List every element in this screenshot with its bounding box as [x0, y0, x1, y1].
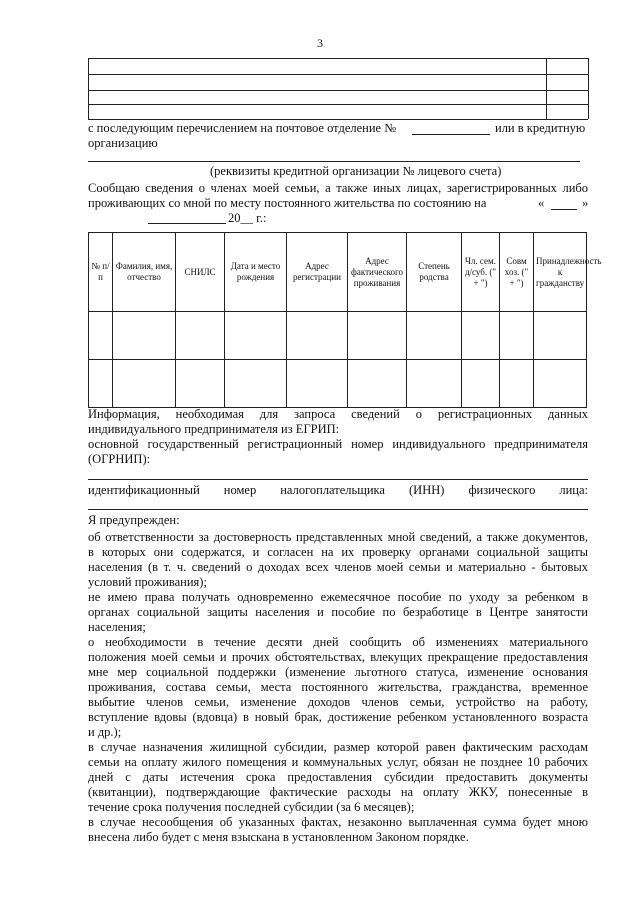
- postal-line: [88, 121, 396, 136]
- table-cell[interactable]: [462, 360, 500, 408]
- col-header-birth: Дата и место рождения: [225, 233, 287, 312]
- warning-p5-line: в случае несообщения об указанных фактах, незаконно выплаченная сумма будет мною: [88, 815, 588, 829]
- family-intro-line3: 20__ г.:: [228, 211, 267, 225]
- warning-p3-line: проживания, состава семьи, места постоянного жительства, гражданства, временное: [88, 680, 588, 694]
- col-header-subsidy-member: Чл. сем. д/суб. (" + "): [462, 233, 500, 312]
- postal-text-after: или в кредитную: [495, 121, 586, 135]
- table-cell[interactable]: [348, 312, 407, 360]
- postal-text-line2: организацию: [88, 136, 158, 150]
- egrip-line4: (ОГРНИП):: [88, 452, 151, 466]
- warning-p1-line: в которых они содержатся, и согласен на их проверку органами социальной защиты: [88, 545, 588, 559]
- egrip-line3: основной государственный регистрационный номер индивидуального предпринимателя: [88, 437, 588, 451]
- postal-text-before: с последующим перечислением на почтовое отделение №: [88, 121, 397, 135]
- table-cell[interactable]: [500, 360, 534, 408]
- family-intro-line1: Сообщаю сведения о членах моей семьи, а также иных лицах, зарегистрированных либо: [88, 181, 588, 195]
- warning-p4-line: (квитанции), подтверждающие фактические расходы на оплату ЖКУ, понесенные в: [88, 785, 588, 799]
- warning-p2-line: населения;: [88, 620, 146, 634]
- table-cell[interactable]: [113, 360, 176, 408]
- page-number: 3: [317, 36, 323, 50]
- egrip-line2: индивидуального предпринимателя из ЕГРИП:: [88, 422, 340, 436]
- table-header-row: [89, 233, 587, 312]
- warning-p4-line: течение срока получения последней субсидии (за 6 месяцев);: [88, 800, 415, 814]
- col-header-joint-household: Совм хоз. (" + "): [500, 233, 534, 312]
- table-row: [89, 312, 587, 360]
- table-cell[interactable]: [113, 312, 176, 360]
- egrip-line1: Информация, необходимая для запроса сведений о регистрационных данных: [88, 407, 588, 421]
- inn-blank[interactable]: [88, 509, 588, 510]
- col-header-relationship: Степень родства: [407, 233, 462, 312]
- table-cell[interactable]: [500, 312, 534, 360]
- table-cell[interactable]: [89, 312, 113, 360]
- warning-p4-line: семьи на оплату жилого помещения и коммунальных услуг, обязан не позднее 10 рабочих: [88, 755, 588, 769]
- ogrnip-blank[interactable]: [88, 479, 588, 480]
- table-cell[interactable]: [225, 360, 287, 408]
- family-intro-quote-close: »: [582, 196, 589, 210]
- inn-line: идентификационный номер налогоплательщика (ИНН) физического лица:: [88, 483, 588, 497]
- postal-office-blank[interactable]: [412, 134, 490, 135]
- date-month-blank[interactable]: [148, 223, 226, 224]
- family-intro-line2: проживающих со мной по месту постоянного жительства по состоянию на: [88, 196, 487, 210]
- date-day-blank[interactable]: [551, 209, 577, 210]
- warning-p4-line: в случае назначения жилищной субсидии, размер которой равен фактическим расходам: [88, 740, 588, 754]
- col-header-full-name: Фамилия, имя, отчество: [113, 233, 176, 312]
- warning-title: Я предупрежден:: [88, 513, 180, 527]
- table-cell[interactable]: [534, 360, 587, 408]
- warning-p2-line: органах социальной защиты населения и пособие по безработице в Центре занятости: [88, 605, 588, 619]
- warning-p1-line: условий проживания);: [88, 575, 207, 589]
- col-header-actual-address: Адрес фактического проживания: [348, 233, 407, 312]
- table-cell[interactable]: [407, 360, 462, 408]
- table-cell[interactable]: [348, 360, 407, 408]
- table-cell[interactable]: [89, 360, 113, 408]
- warning-p1-line: об ответственности за достоверность представленных мной сведений, а также документов,: [88, 530, 588, 544]
- table-cell[interactable]: [462, 312, 500, 360]
- table-cell[interactable]: [287, 360, 348, 408]
- col-header-registration-address: Адрес регистрации: [287, 233, 348, 312]
- table-cell[interactable]: [534, 312, 587, 360]
- family-intro-quote-open: «: [538, 196, 545, 210]
- warning-p3-line: выбытие членов семьи, изменение доходов членов семьи, устройство на работу,: [88, 695, 588, 709]
- table-cell[interactable]: [225, 312, 287, 360]
- warning-p2-line: не имею права получать одновременно ежемесячное пособие по уходу за ребенком в: [88, 590, 588, 604]
- col-header-snils: СНИЛС: [176, 233, 225, 312]
- family-members-table: [88, 232, 602, 408]
- table-cell[interactable]: [176, 360, 225, 408]
- warning-p1-line: населения (в т. ч. сведений о доходах всех членов моей семьи и материально - бытовых: [88, 560, 588, 574]
- warning-p3-line: вступление вдовы (вдовца) в новый брак, достижение ребенком установленного возраста: [88, 710, 588, 724]
- credit-caption: (реквизиты кредитной организации № лицевого счета): [210, 164, 502, 178]
- col-header-number: № п/ п: [89, 233, 113, 312]
- table-cell[interactable]: [407, 312, 462, 360]
- warning-p5-line: внесена либо будет с меня взыскана в установленном Законом порядке.: [88, 830, 469, 844]
- warning-p3-line: мне мер социальной поддержки (изменение льготного статуса, изменение основания: [88, 665, 588, 679]
- warning-p3-line: и др.);: [88, 725, 122, 739]
- warning-p3-line: о необходимости в течение десяти дней сообщить об изменениях материального: [88, 635, 588, 649]
- credit-organization-blank[interactable]: [88, 161, 580, 162]
- warning-p3-line: положения моей семьи и прочих обстоятельствах, влекущих прекращение предоставления: [88, 650, 588, 664]
- table-cell[interactable]: [176, 312, 225, 360]
- table-cell[interactable]: [287, 312, 348, 360]
- table-row: [89, 360, 587, 408]
- warning-p4-line: дней с даты истечения срока предоставления субсидии предоставить документы: [88, 770, 588, 784]
- col-header-citizenship: Принадлежность к гражданству: [534, 233, 587, 312]
